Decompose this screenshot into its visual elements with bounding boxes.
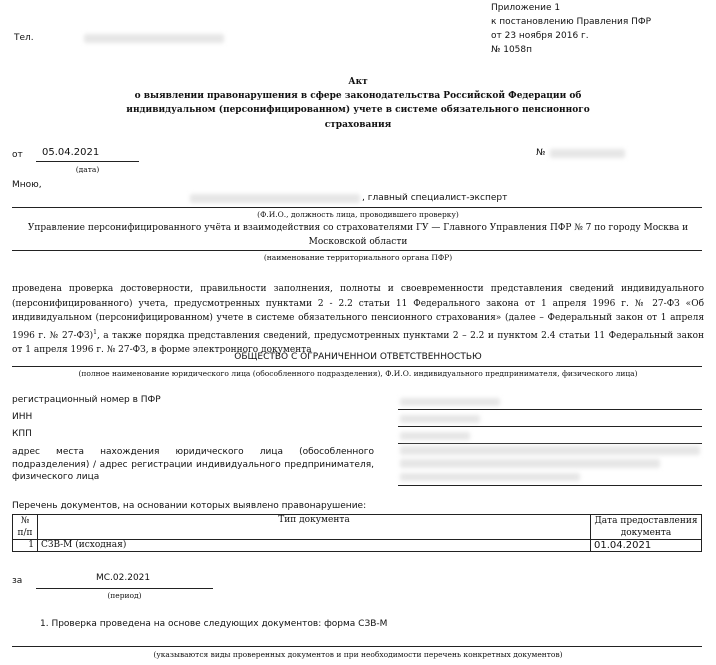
title-line-4: страхования: [324, 120, 392, 130]
attachment-line-3: от 23 ноября 2016 г.: [491, 31, 589, 41]
organ-caption: (наименование территориального органа ПФР): [263, 253, 453, 262]
organization-caption: (полное наименование юридического лица (обособленного подразделения), Ф.И.О. индивидуального предпринимателя, физического лица): [78, 369, 638, 378]
documents-header-row: [13, 515, 702, 540]
period-caption: (период): [107, 591, 142, 600]
attachment-line-2: к постановлению Правления ПФР: [491, 17, 652, 27]
header-date: Дата предоставления документа: [591, 515, 702, 540]
check-underline: [12, 646, 702, 647]
redacted-phone: [84, 34, 224, 43]
main-text-tail: , а также порядка представления сведений, предусмотренных пунктами 2 – 2.2 и пунктом 2.4 статьи 11 Федеральный закон от 1 апреля 1996 г. № 27-ФЗ, в форме электронного документа: [12, 330, 704, 355]
attachment-line-4: № 1058п: [491, 45, 533, 55]
inspector-position: , главный специалист-эксперт: [362, 193, 508, 203]
table-row: [13, 540, 702, 552]
inspector-caption: (Ф.И.О., должность лица, проводившего проверку): [257, 210, 459, 219]
inspector-underline: [12, 207, 702, 208]
footnote-mark: 1: [93, 328, 97, 336]
row-date: 01.04.2021: [591, 540, 702, 552]
row-type: СЗВ-М (исходная): [38, 540, 591, 552]
period-value: МС.02.2021: [96, 573, 151, 583]
address-label: адрес места нахождения юридического лица (обособленного подразделения) / адрес регистрации индивидуального предпринимателя, физического лица: [12, 447, 374, 482]
organ-underline: [12, 250, 702, 251]
act-date: 05.04.2021: [42, 147, 100, 158]
tel-label: Тел.: [14, 33, 34, 43]
header-num: № п/п: [13, 515, 38, 540]
documents-intro: Перечень документов, на основании которых выявлено правонарушение:: [12, 501, 367, 511]
main-text: проведена проверка достоверности, правильности заполнения, полноты и своевременности представления сведений индивидуального (персонифицированного) учета, предусмотренных пунктами 2 - 2.2 статьи 11 Федерального закона от 1 апреля 1996 г. № 27-ФЗ «Об индивидуальном (персонифицированном) учете в системе обязательного пенсионного страхования» (далее – Федеральный закон от 1 апреля 1996 г. № 27-ФЗ): [12, 284, 704, 341]
reg-number-label: регистрационный номер в ПФР: [12, 395, 161, 405]
attachment-line-1: Приложение 1: [491, 3, 561, 13]
title-line-1: Акт: [348, 77, 368, 87]
kpp-underline: [398, 443, 702, 444]
address-underline: [398, 485, 702, 486]
organization-name: ОБЩЕСТВО С ОГРАНИЧЕННОИ ОТВЕТСТВЕННОСТЬЮ: [234, 352, 482, 362]
redacted-address-1: [400, 446, 700, 455]
redacted-act-number: [550, 149, 625, 158]
redacted-reg-number: [400, 398, 500, 406]
act-number-prefix: №: [536, 148, 546, 158]
documents-table: [12, 514, 702, 552]
main-paragraph: [12, 282, 704, 358]
period-underline: [36, 588, 213, 589]
inspector-label: Мною,: [12, 180, 42, 190]
date-caption: (дата): [75, 165, 100, 174]
title-line-3: индивидуальном (персонифицированном) учете в системе обязательного пенсионного: [126, 105, 590, 115]
check-documents-text: 1. Проверка проведена на основе следующих документов: форма СЗВ-М: [40, 619, 388, 629]
date-underline: [36, 161, 139, 162]
redacted-address-3: [400, 473, 580, 481]
redacted-inn: [400, 415, 480, 423]
title-line-2: о выявлении правонарушения в сфере законодательства Российской Федерации об: [134, 91, 582, 101]
date-prefix: от: [12, 150, 23, 160]
organization-underline: [12, 366, 702, 367]
organ-line-2: Московской области: [308, 237, 408, 247]
inn-underline: [398, 426, 702, 427]
inn-label: ИНН: [12, 412, 33, 422]
redacted-inspector-name: [190, 194, 360, 203]
check-caption: (указываются виды проверенных документов и при необходимости перечень конкретных документов): [153, 650, 563, 659]
kpp-label: КПП: [12, 429, 32, 439]
organ-line-1: Управление персонифицированного учёта и взаимодействия со страхователями ГУ — Главного Управления ПФР № 7 по городу Москва и: [27, 223, 689, 233]
redacted-address-2: [400, 459, 660, 468]
row-num: 1: [13, 540, 38, 552]
redacted-kpp: [400, 432, 470, 440]
reg-number-underline: [398, 409, 702, 410]
period-prefix: за: [12, 576, 23, 586]
header-type: Тип документа: [38, 515, 591, 540]
